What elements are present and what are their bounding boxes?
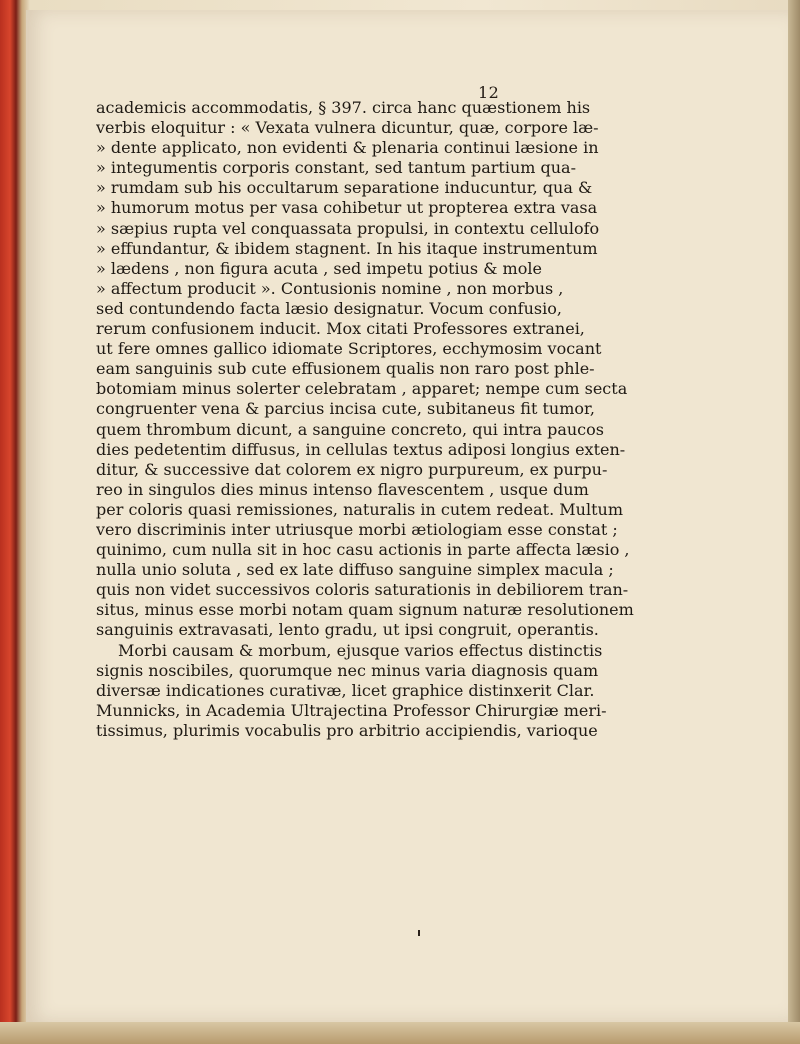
text-line: sanguinis extravasati, lento gradu, ut ipsi congruit, operantis. — [96, 620, 599, 640]
text-line: signis noscibiles, quorumque nec minus varia diagnosis quam — [96, 660, 599, 680]
text-line: eam sanguinis sub cute effusionem qualis non raro post phle- — [96, 359, 595, 379]
text-line: vero discriminis inter utriusque morbi ætiologiam esse constat ; — [96, 519, 618, 539]
text-line: quis non videt successivos coloris saturationis in debiliorem tran- — [96, 580, 629, 600]
text-line: botomiam minus solerter celebratam , apparet; nempe cum secta — [96, 379, 628, 399]
text-line: quinimo, cum nulla sit in hoc casu actionis in parte affecta læsio , — [96, 540, 630, 560]
text-line: academicis accommodatis, § 397. circa hanc quæstionem his — [96, 98, 591, 117]
text-line: » integumentis corporis constant, sed tantum partium qua- — [96, 158, 576, 178]
text-line: situs, minus esse morbi notam quam signum naturæ resolutionem — [96, 600, 634, 620]
text-line: per coloris quasi remissiones, naturalis in cutem redeat. Multum — [96, 499, 623, 519]
text-line: reo in singulos dies minus intenso flavescentem , usque dum — [96, 479, 589, 499]
text-line: rerum confusionem inducit. Mox citati Professores extranei, — [96, 319, 585, 339]
ink-mark — [418, 930, 420, 936]
text-line: » affectum producit ». Contusionis nomine , non morbus , — [96, 278, 564, 298]
text-line: diversæ indicationes curativæ, licet graphice distinxerit Clar. — [96, 680, 595, 700]
text-line: nulla unio soluta , sed ex late diffuso sanguine simplex macula ; — [96, 560, 614, 580]
page-number: 12 — [478, 83, 500, 102]
text-line: » humorum motus per vasa cohibetur ut propterea extra vasa — [96, 198, 598, 218]
text-line: quem thrombum dicunt, a sanguine concreto, qui intra paucos — [96, 419, 604, 439]
text-line: Morbi causam & morbum, ejusque varios effectus distinctis — [118, 640, 603, 660]
page-edge-bottom — [0, 1022, 800, 1044]
text-line: » effundantur, & ibidem stagnent. In his itaque instrumentum — [96, 238, 598, 258]
text-line: sed contundendo facta læsio designatur. Vocum confusio, — [96, 298, 562, 318]
text-line: congruenter vena & parcius incisa cute, subitaneus fit tumor, — [96, 399, 595, 419]
text-line: » lædens , non figura acuta , sed impetu potius & mole — [96, 258, 542, 278]
text-line: dies pedetentim diffusus, in cellulas textus adiposi longius exten- — [96, 439, 626, 459]
text-line: ut fere omnes gallico idiomate Scriptores, ecchymosim vocant — [96, 339, 602, 359]
text-line: verbis eloquitur : « Vexata vulnera dicuntur, quæ, corpore læ- — [96, 118, 599, 138]
text-line: » dente applicato, non evidenti & plenaria continui læsione in — [96, 138, 599, 158]
text-line: » rumdam sub his occultarum separatione inducuntur, qua & — [96, 178, 593, 198]
book-page — [26, 10, 790, 1022]
body-text — [96, 98, 762, 741]
page-edge-right — [788, 0, 800, 1044]
text-line: » sæpius rupta vel conquassata propulsi, in contextu cellulofo — [96, 218, 600, 238]
text-line: Munnicks, in Academia Ultrajectina Professor Chirurgiæ meri- — [96, 700, 607, 720]
text-line: ditur, & successive dat colorem ex nigro purpureum, ex purpu- — [96, 459, 608, 479]
text-line: tissimus, plurimis vocabulis pro arbitrio accipiendis, varioque — [96, 720, 598, 740]
